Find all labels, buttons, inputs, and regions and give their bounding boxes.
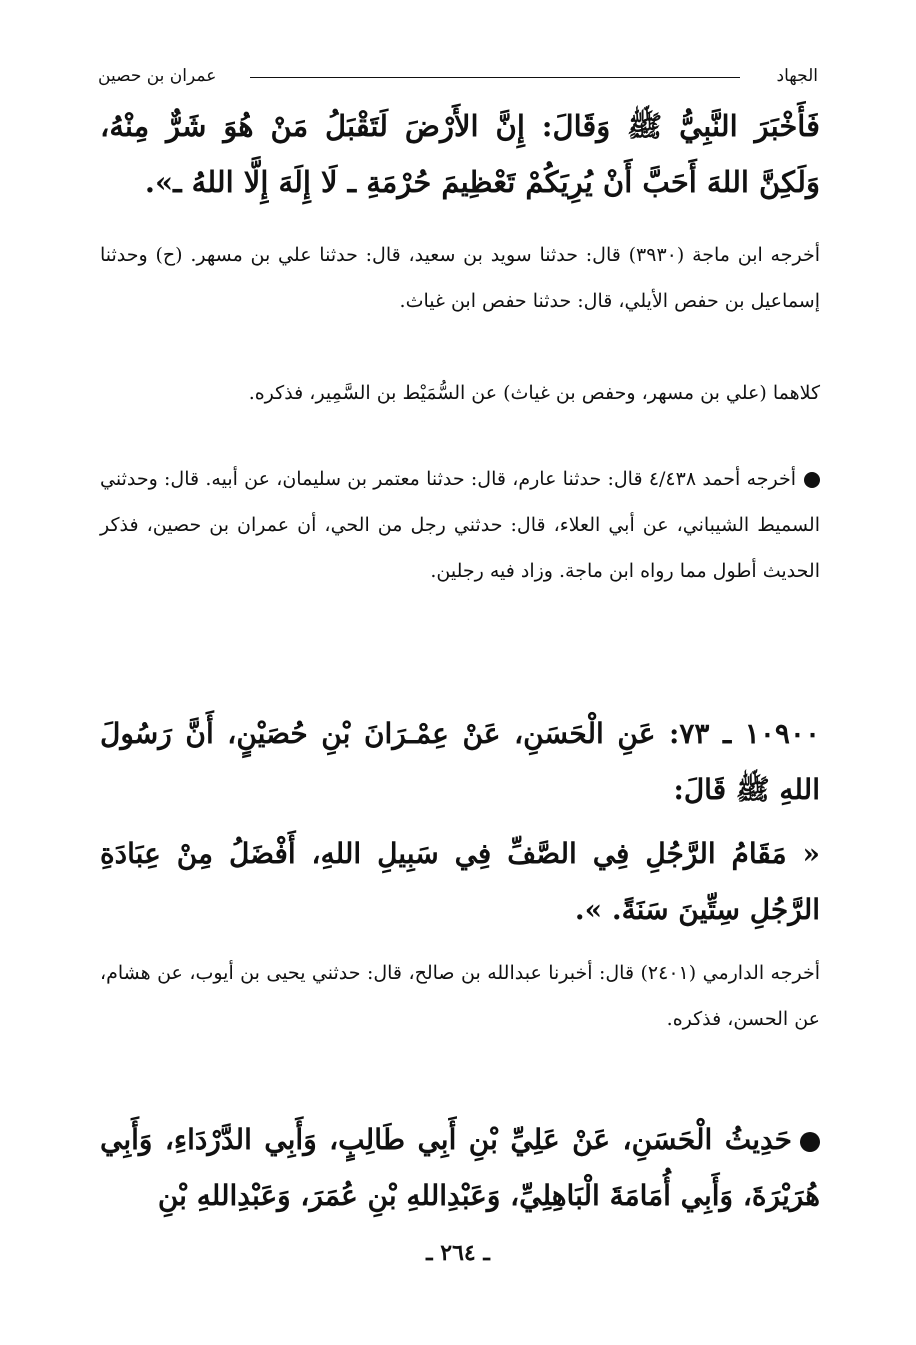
running-header <box>98 66 818 88</box>
chapter-title: الجهاد <box>776 66 818 86</box>
final-paragraph <box>100 1112 820 1224</box>
header-rule <box>250 77 740 78</box>
takhrij-paragraph-1: أخرجه ابن ماجة (٣٩٣٠) قال: حدثنا سويد بن سعيد، قال: حدثنا علي بن مسهر. (ح) وحدثنا إسماعيل بن حفص الأيلي، قال: حدثنا حفص ابن غياث. <box>100 244 820 312</box>
final-paragraph-text: حَدِيثُ الْحَسَنِ، عَنْ عَلِيِّ بْنِ أَبِي طَالِبٍ، وَأَبِي الدَّرْدَاءِ، وَأَبِي هُرَيْرَةَ، وَأَبِي أُمَامَةَ الْبَاهِلِيِّ، وَعَبْدِاللهِ بْنِ عُمَرَ، وَعَبْدِاللهِ بْنِ <box>100 1123 820 1212</box>
page-number: ـ ٢٦٤ ـ <box>426 1240 490 1266</box>
narrator-title: عمران بن حصين <box>98 66 217 86</box>
takhrij-paragraph-3 <box>100 456 820 594</box>
hadith-heading: ١٠٩٠٠ ـ ٧٣: عَنِ الْحَسَنِ، عَنْ عِمْـرَانَ بْنِ حُصَيْنٍ، أَنَّ رَسُولَ اللهِ ﷺ قَالَ: <box>100 717 820 806</box>
bullet-icon <box>804 472 820 488</box>
hadith-ending-text: فَأَخْبَرَ النَّبِيُّ ﷺ وَقَالَ: إِنَّ الأَرْضَ لَتَقْبَلُ مَنْ هُوَ شَرٌّ مِنْهُ، وَلَكِنَّ اللهَ أَحَبَّ أَنْ يُرِيَكُمْ تَعْظِيمَ حُرْمَةِ ـ لَا إِلَهَ إِلَّا اللهُ ـ». <box>100 109 820 199</box>
bullet-icon <box>800 1132 820 1152</box>
takhrij-paragraph-2: كلاهما (علي بن مسهر، وحفص بن غياث) عن السُّمَيْط بن السَّمِير، فذكره. <box>248 382 820 404</box>
hadith-matn: « مَقَامُ الرَّجُلِ فِي الصَّفِّ فِي سَبِيلِ اللهِ، أَفْضَلُ مِنْ عِبَادَةِ الرَّجُلِ سِتِّينَ سَنَةً. ». <box>100 837 820 926</box>
takhrij-paragraph-3-text: أخرجه أحمد ٤/٤٣٨ قال: حدثنا عارم، قال: حدثنا معتمر بن سليمان، عن أبيه. قال: وحدثني السميط الشيباني، عن أبي العلاء، قال: حدثني رجل من الحي، أن عمران بن حصين، فذكر الحديث أطول مما رواه ابن ماجة. وزاد فيه رجلين. <box>100 468 820 582</box>
takhrij-paragraph-4: أخرجه الدارمي (٢٤٠١) قال: أخبرنا عبدالله بن صالح، قال: حدثني يحيى بن أيوب، عن هشام، عن الحسن، فذكره. <box>100 962 820 1030</box>
